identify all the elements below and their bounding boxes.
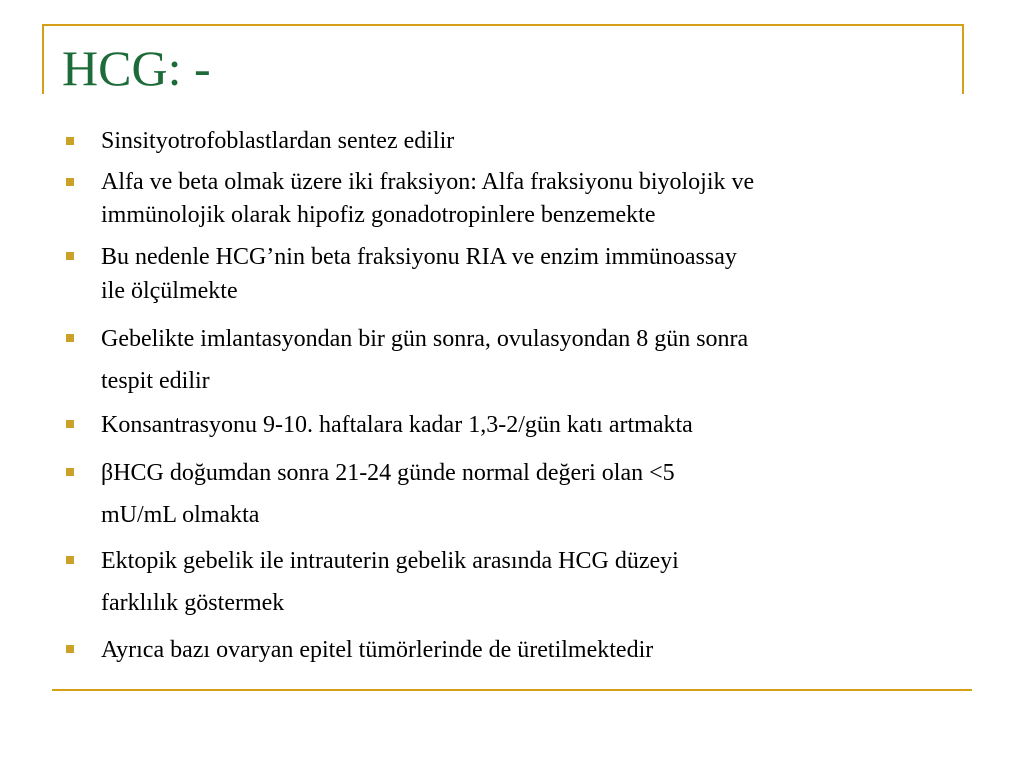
bottom-rule [52, 689, 972, 691]
square-bullet-icon [66, 178, 74, 186]
bullet-item-6 [62, 452, 962, 536]
slide-title: HCG: - [62, 40, 211, 96]
bullet-text: Alfa ve beta olmak üzere iki fraksiyon: Alfa fraksiyonu biyolojik ve immünolojik olarak hipofiz gonadotropinlere benzemekte [101, 169, 755, 228]
bullet-text: Sinsityotrofoblastlardan sentez edilir [101, 128, 455, 154]
bullet-item-1 [62, 126, 962, 156]
square-bullet-icon [66, 334, 74, 342]
bullet-text: Ektopik gebelik ile intrauterin gebelik arasında HCG düzeyi farklılık göstermek [101, 548, 679, 616]
square-bullet-icon [66, 252, 74, 260]
square-bullet-icon [66, 556, 74, 564]
bullet-text: Ayrıca bazı ovaryan epitel tümörlerinde de üretilmektedir [101, 637, 654, 663]
bullet-item-4 [62, 318, 962, 402]
bullet-text: Bu nedenle HCG’nin beta fraksiyonu RIA ve enzim immünoassay ile ölçülmekte [101, 244, 737, 304]
square-bullet-icon [66, 137, 74, 145]
bullet-item-8 [62, 629, 962, 671]
bullet-text: βHCG doğumdan sonra 21-24 günde normal değeri olan <5 mU/mL olmakta [101, 460, 675, 528]
bullet-item-7 [62, 540, 962, 624]
bullet-item-2 [62, 166, 962, 232]
square-bullet-icon [66, 420, 74, 428]
bullet-text: Gebelikte imlantasyondan bir gün sonra, ovulasyondan 8 gün sonra tespit edilir [101, 326, 749, 394]
bullet-item-5 [62, 404, 962, 446]
square-bullet-icon [66, 468, 74, 476]
square-bullet-icon [66, 645, 74, 653]
bullet-item-3 [62, 240, 962, 308]
bullet-text: Konsantrasyonu 9-10. haftalara kadar 1,3-2/gün katı artmakta [101, 412, 693, 438]
